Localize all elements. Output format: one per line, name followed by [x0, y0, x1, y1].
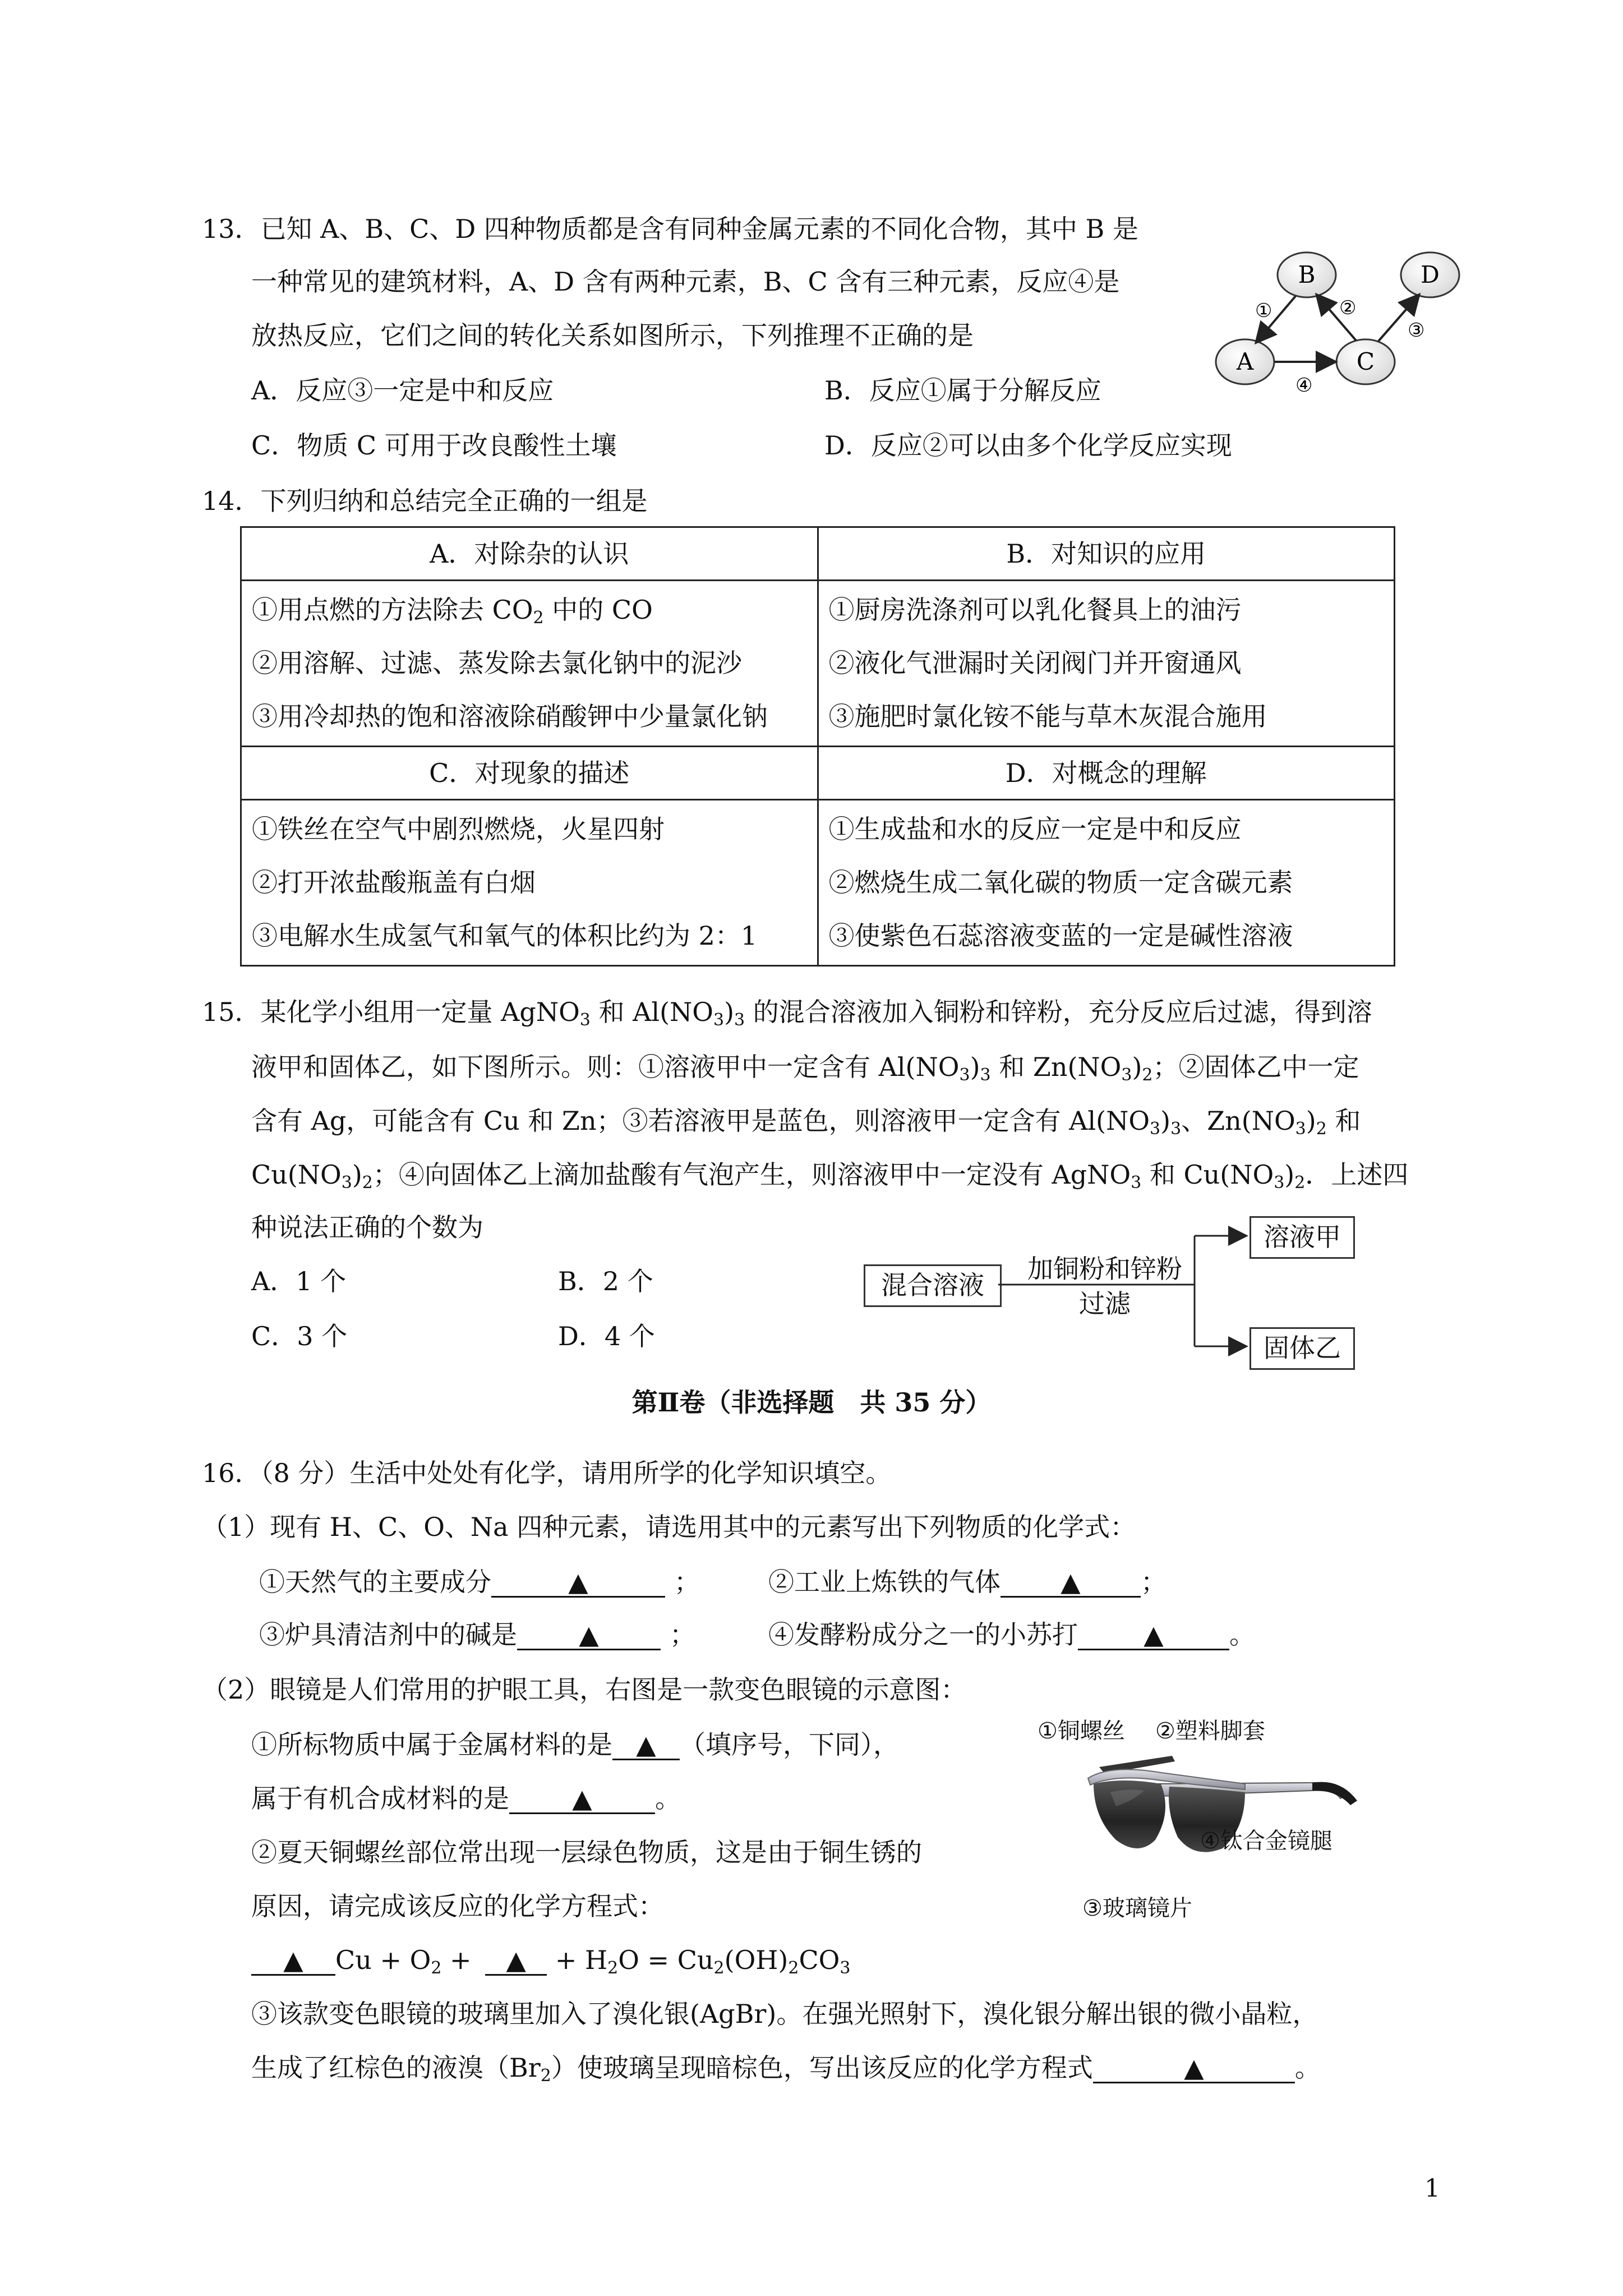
- q16-glasses-q1b: 属于有机合成材料的是 ▲ 。: [251, 1783, 681, 1814]
- arrow-2-label: ②: [1339, 297, 1357, 319]
- node-d: [1401, 252, 1459, 297]
- answer-blank[interactable]: ▲: [1078, 1621, 1229, 1650]
- svg-text:B: B: [1298, 261, 1316, 288]
- q16-part2: （2）眼镜是人们常用的护眼工具，右图是一款变色眼镜的示意图：: [202, 1674, 967, 1705]
- q16-stem: 16．（8 分）生活中处处有化学，请用所学的化学知识填空。: [202, 1458, 892, 1488]
- q13-option-b: B．反应①属于分解反应: [824, 375, 1101, 406]
- q15-line1: 15．某化学小组用一定量 AgNO$_3$ 和 $Al(NO_3)_3$ 的混合溶液加入铜粉和锌粉，充分反应后过滤，得到溶: [202, 997, 1372, 1030]
- q14-stem: 14．下列归纳和总结完全正确的一组是: [202, 486, 648, 516]
- q13-line1: 13．已知 A、B、C、D 四种物质都是含有同种金属元素的不同化合物，其中 B 是: [202, 214, 1138, 244]
- arrow-3-label: ③: [1408, 319, 1425, 342]
- flow-operation-add: 加铜粉和锌粉: [1027, 1254, 1182, 1284]
- answer-blank[interactable]: ▲: [251, 1946, 335, 1976]
- q16-glasses-q2: ②夏天铜螺丝部位常出现一层绿色物质，这是由于铜生锈的: [251, 1837, 922, 1867]
- answer-blank[interactable]: ▲: [491, 1568, 665, 1598]
- answer-blank[interactable]: ▲: [612, 1731, 680, 1760]
- q16-item3: ③炉具清洁剂中的碱是 ▲ ；: [259, 1619, 695, 1650]
- q13-option-a: A．反应③一定是中和反应: [251, 375, 554, 406]
- node-a: [1216, 339, 1274, 384]
- q16-glasses-q3b: 生成了红棕色的液溴$(Br_2)$使玻璃呈现暗棕色，写出该反应的化学方程式 ▲ 。: [251, 2053, 1321, 2086]
- q15-line2: 液甲和固体乙，如下图所示。则：①溶液甲中一定含有 $Al(NO_3)_3$ 和 $Zn(NO_3)_2$；②固体乙中一定: [251, 1052, 1359, 1085]
- q14-a-body: ①用点燃的方法除去 $CO_2$ 中的 CO ②用溶解、过滤、蒸发除去氯化钠中的泥沙 ③用冷却热的饱和溶液除硝酸钾中少量氯化钠: [241, 581, 818, 747]
- sunglasses-illustration: [1077, 1745, 1368, 1890]
- q14-c-body: ①铁丝在空气中剧烈燃烧，火星四射 ②打开浓盐酸瓶盖有白烟 ③电解水生成氢气和氧气的体积比约为 2：1: [241, 800, 818, 966]
- answer-blank[interactable]: ▲: [1093, 2054, 1295, 2083]
- glasses-label-titanium-arm: ④钛合金镜腿: [1200, 1828, 1332, 1854]
- q14-b-body: ①厨房洗涤剂可以乳化餐具上的油污 ②液化气泄漏时关闭阀门并开窗通风 ③施肥时氯化铵不能与草木灰混合施用: [818, 581, 1395, 747]
- q15-option-b: B．2 个: [558, 1266, 653, 1296]
- q15-line5: 种说法正确的个数为: [251, 1212, 483, 1243]
- q16-glasses-q3: ③该款变色眼镜的玻璃里加入了溴化银(AgBr)。在强光照射下，溴化银分解出银的微小晶粒，: [251, 1999, 1318, 2029]
- q13-option-c: C．物质 C 可用于改良酸性土壤: [251, 430, 617, 461]
- q14-d-header: D．对概念的理解: [818, 747, 1395, 800]
- arrow-1-label: ①: [1255, 300, 1272, 322]
- q14-a-header: A．对除杂的认识: [241, 527, 818, 581]
- q16-part1: （1）现有 H、C、O、Na 四种元素，请选用其中的元素写出下列物质的化学式：: [202, 1512, 1136, 1542]
- node-b: [1278, 252, 1336, 297]
- q16-glasses-q1: ①所标物质中属于金属材料的是 ▲ （填序号，下同），: [251, 1729, 899, 1760]
- answer-blank[interactable]: ▲: [517, 1621, 661, 1650]
- flow-operation-filter: 过滤: [1079, 1289, 1131, 1319]
- q14-c-header: C．对现象的描述: [241, 747, 818, 800]
- q16-item4: ④发酵粉成分之一的小苏打 ▲ 。: [768, 1619, 1255, 1650]
- svg-text:C: C: [1356, 348, 1375, 375]
- arrow-4-label: ④: [1295, 374, 1313, 397]
- q15-option-d: D．4 个: [558, 1321, 655, 1351]
- q16-equation: ▲ $Cu + O_2$ + ▲ + $H_2O = Cu_2(OH)_2CO_3$: [251, 1943, 850, 1977]
- answer-blank[interactable]: ▲: [509, 1784, 655, 1814]
- flow-arrows: [998, 1217, 1256, 1369]
- answer-blank[interactable]: ▲: [485, 1946, 547, 1976]
- section-2-title: 第Ⅱ卷（非选择题 共 35 分）: [631, 1387, 992, 1418]
- q13-reaction-diagram: [1206, 241, 1486, 404]
- q16-item2: ②工业上炼铁的气体 ▲ ；: [768, 1567, 1166, 1597]
- glasses-label-plastic-tip: ②塑料脚套: [1155, 1718, 1265, 1744]
- svg-text:D: D: [1421, 261, 1440, 288]
- node-c: [1336, 339, 1395, 384]
- q15-option-a: A．1 个: [251, 1266, 347, 1296]
- glasses-label-copper-screw: ①铜螺丝: [1038, 1718, 1125, 1744]
- q13-line2: 一种常见的建筑材料，A、D 含有两种元素，B、C 含有三种元素，反应④是: [251, 266, 1120, 297]
- page-number: 1: [1424, 2174, 1440, 2203]
- q14-b-header: B．对知识的应用: [818, 527, 1395, 581]
- q16-item1: ①天然气的主要成分 ▲ ；: [259, 1567, 700, 1597]
- flow-solid-yi: 固体乙: [1249, 1327, 1355, 1370]
- q15-option-c: C．3 个: [251, 1321, 348, 1351]
- q13-option-d: D．反应②可以由多个化学反应实现: [824, 430, 1232, 461]
- svg-text:A: A: [1236, 348, 1254, 375]
- q14-options-table: [240, 526, 1395, 967]
- answer-blank[interactable]: ▲: [1000, 1568, 1141, 1598]
- glasses-label-glass-lens: ③玻璃镜片: [1082, 1895, 1192, 1921]
- q15-line3: 含有 Ag，可能含有 Cu 和 Zn；③若溶液甲是蓝色，则溶液甲一定含有 $Al(NO_3)_3$、$Zn(NO_3)_2$ 和: [251, 1106, 1361, 1139]
- flow-mixed-solution: 混合溶液: [864, 1264, 1002, 1307]
- q15-line4: $Cu(NO_3)_2$；④向固体乙上滴加盐酸有气泡产生，则溶液甲中一定没有 AgNO$_3$ 和 $Cu(NO_3)_2$．上述四: [251, 1159, 1409, 1193]
- q14-d-body: ①生成盐和水的反应一定是中和反应 ②燃烧生成二氧化碳的物质一定含碳元素 ③使紫色石蕊溶液变蓝的一定是碱性溶液: [818, 800, 1395, 966]
- flow-solution-jia: 溶液甲: [1249, 1216, 1355, 1259]
- q16-glasses-q2b: 原因，请完成该反应的化学方程式：: [251, 1891, 664, 1921]
- q13-line3: 放热反应，它们之间的转化关系如图所示，下列推理不正确的是: [251, 320, 974, 351]
